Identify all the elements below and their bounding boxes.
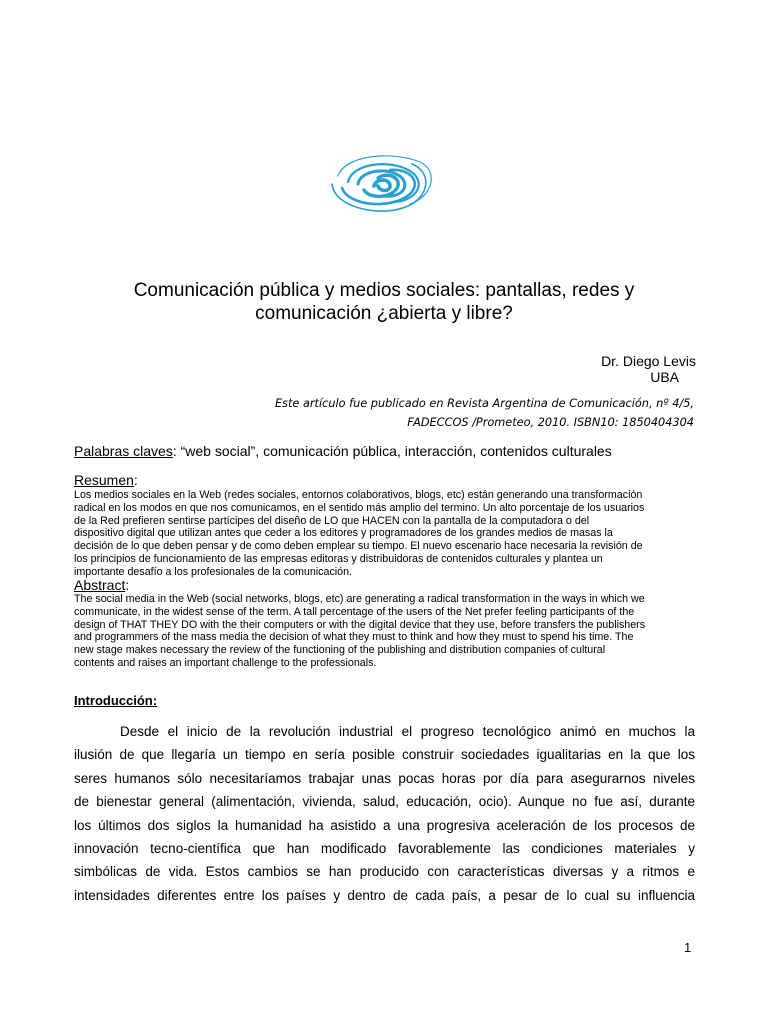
publication-note-line-2: FADECCOS /Prometeo, 2010. ISBN10: 1850404304 xyxy=(407,416,694,429)
author-affiliation: UBA xyxy=(650,369,679,385)
publication-note-line-1: Este artículo fue publicado en Revista Argentina de Comunicación, nº 4/5, xyxy=(274,397,694,410)
resumen-heading-colon: : xyxy=(133,472,138,488)
abstract-heading-label: Abstract xyxy=(74,577,126,593)
keywords-label: Palabras claves xyxy=(74,443,173,459)
body-line: innovación tecno-científica que han modificado favorablemente las condiciones materiales y xyxy=(74,840,695,856)
body-line: de bienestar general (alimentación, vivienda, salud, educación, ocio). Aunque no fue así, durante xyxy=(74,794,695,810)
abstract-text xyxy=(74,593,698,670)
abstract-line: The social media in the Web (social networks, blogs, etc) are generating a radical transformation in the ways in which we xyxy=(74,593,645,605)
body-line: ilusión de que llegaría un tiempo en sería posible construir sociedades igualitarias en la que los xyxy=(74,747,695,763)
resumen-text xyxy=(74,489,698,579)
body-line: los últimos dos siglos la humanidad ha asistido a una progresiva aceleración de los procesos de xyxy=(74,817,695,833)
title-line-1: Comunicación pública y medios sociales: pantallas, redes y xyxy=(133,280,635,301)
keywords xyxy=(74,443,704,460)
page-number: 1 xyxy=(684,940,692,955)
abstract-line: contents and raises an important challenge to the professionals. xyxy=(74,656,377,669)
resumen-line: decisión de lo que deben pensar y de como deben emplear su tiempo. El nuevo escenario hace necesaria la revisión de xyxy=(74,540,643,553)
abstract-line: new stage makes necessary the review of the functioning of the publishing and distribution companies of cultural xyxy=(74,644,606,657)
resumen-heading-label: Resumen xyxy=(74,472,134,488)
document-title xyxy=(60,279,708,325)
resumen-line: dispositivo digital que utilizan antes que ceder a los editores y programadores de los grandes medios de masas la xyxy=(74,527,613,540)
resumen-line: de la Red prefieren sentirse partícipes del diseño de LO que HACEN con la pantalla de la computadora o del xyxy=(74,514,590,527)
body-line: seres humanos sólo necesitaríamos trabajar unas pocas horas por día para asegurarnos niveles xyxy=(74,770,695,786)
body-line: Desde el inicio de la revolución industrial el progreso tecnológico animó en muchos la xyxy=(120,724,695,739)
title-line-2: comunicación ¿abierta y libre? xyxy=(255,303,513,324)
abstract-line: and programmers of the mass media the decision of what they must to think and how they must to spend his time. The xyxy=(74,631,634,644)
body-line: simbólicas de vida. Estos cambios se han producido con características diversas y a ritmos e xyxy=(74,864,695,880)
resumen-line: los principios de funcionamiento de las empresas editoras y distribuidoras de contenidos culturales y plantea un xyxy=(74,552,603,565)
body-line: intensidades diferentes entre los países y dentro de cada país, a pesar de lo cual su influencia xyxy=(74,887,695,903)
keywords-text: : “web social”, comunicación pública, interacción, contenidos culturales xyxy=(172,443,612,459)
author-block xyxy=(396,353,696,385)
resumen-line: importante desafío a los profesionales de la comunicación. xyxy=(74,565,353,578)
abstract-line: communicate, in the widest sense of the term. A tall percentage of the users of the Net prefer feeling participants of the xyxy=(74,605,635,618)
author-name: Dr. Diego Levis xyxy=(601,353,696,369)
introduction-body xyxy=(74,720,695,907)
abstract-heading-colon: : xyxy=(125,577,130,593)
publication-note xyxy=(214,394,694,432)
resumen-line: Los medios sociales en la Web (redes sociales, entornos colaborativos, blogs, etc) están generando una transformación xyxy=(74,489,643,501)
abstract-line: design of THAT THEY DO with the their computers or with the digital device that they use, before transfers the publishers xyxy=(74,618,646,631)
resumen-line: radical en los modos en que nos comunicamos, en el sentido más amplio del termino. Un alto porcentaje de los usuarios xyxy=(74,501,645,514)
resumen-heading xyxy=(74,472,138,488)
spiral-logo-icon xyxy=(330,152,436,214)
introduction-heading: Introducción: xyxy=(74,693,158,708)
abstract-heading xyxy=(74,577,129,593)
